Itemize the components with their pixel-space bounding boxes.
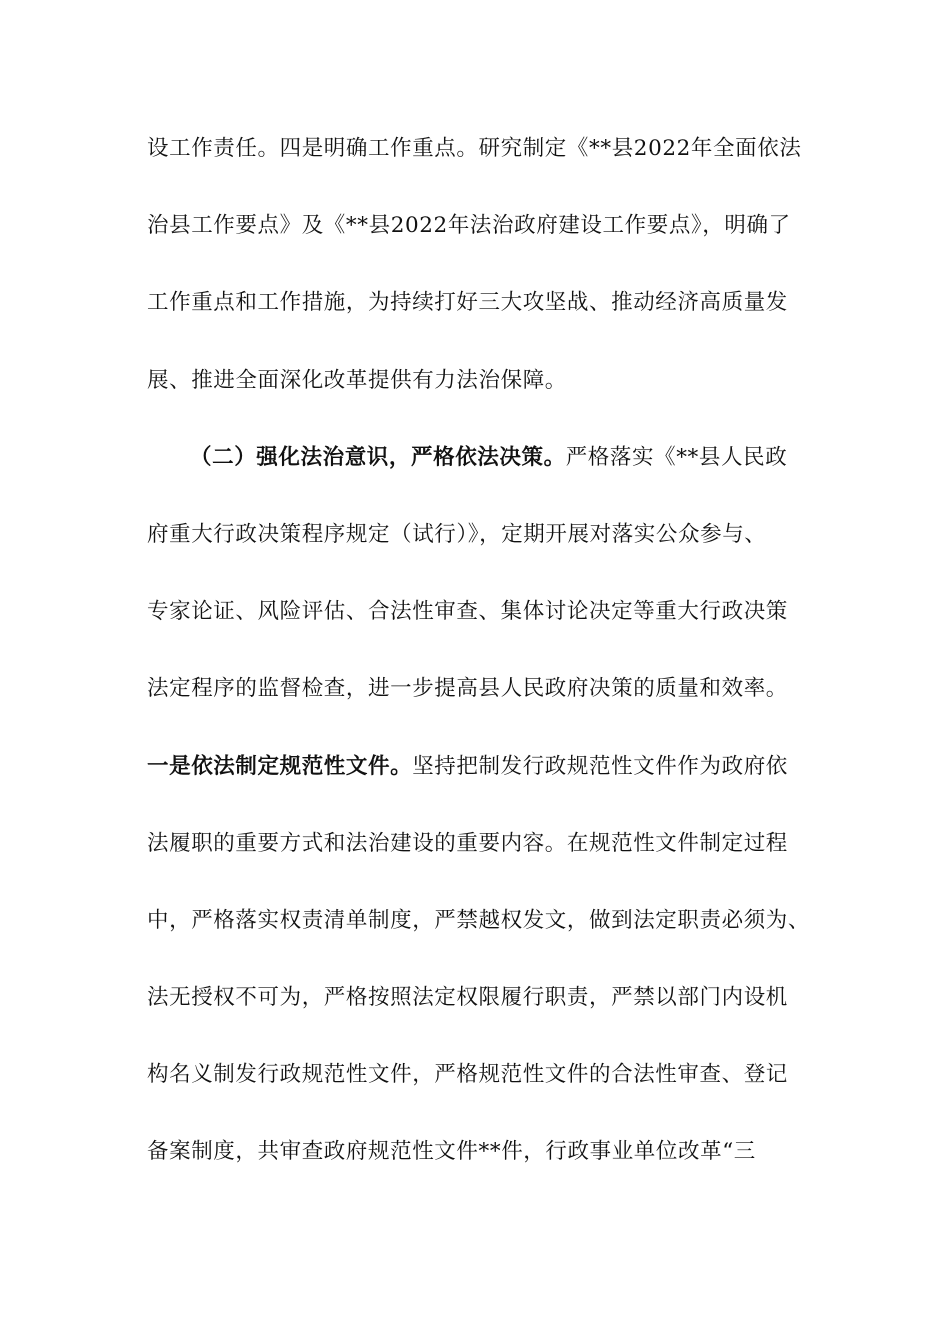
text-line-7: [147, 593, 807, 631]
text-line-10: [147, 825, 807, 863]
body-text: [147, 130, 811, 1211]
text-line-13: [147, 1056, 807, 1094]
subheading-line: [147, 748, 807, 786]
subheading: 一是依法制定规范性文件。: [147, 753, 413, 779]
line-text-run: 治县工作要点》及《**县2022年法治政府建设工作要点》，明确了: [147, 213, 791, 239]
text-line-12: [147, 979, 807, 1017]
line-text-run: 设工作责任。四是明确工作重点。研究制定《**县2022年全面依法: [147, 136, 802, 161]
text-line-14: [147, 1133, 807, 1171]
section-heading: （二）强化法治意识，严格依法决策。: [190, 444, 566, 470]
line-text-run: 工作重点和工作措施，为持续打好三大攻坚战、推动经济高质量发: [147, 290, 788, 316]
line-text-run: 构名义制发行政规范性文件，严格规范性文件的合法性审查、登记: [147, 1062, 788, 1088]
section-heading-line: [147, 439, 807, 477]
line-text-run: 展、推进全面深化改革提供有力法治保障。: [147, 367, 567, 393]
text-line-8: [147, 670, 807, 708]
text-line-3: [147, 284, 807, 322]
line-text-run: 严格落实《**县人民政: [565, 444, 788, 470]
line-text-run: 府重大行政决策程序规定（试行）》，定期开展对落实公众参与、: [147, 521, 767, 547]
line-text-run: 坚持把制发行政规范性文件作为政府依: [412, 753, 788, 779]
line-text-run: 法无授权不可为，严格按照法定权限履行职责，严禁以部门内设机: [147, 985, 788, 1011]
line-text-run: 备案制度，共审查政府规范性文件**件，行政事业单位改革“三: [147, 1139, 756, 1165]
text-line-1: [147, 130, 807, 168]
text-line-2: [147, 207, 807, 245]
line-text-run: 法定程序的监督检查，进一步提高县人民政府决策的质量和效率。: [147, 676, 788, 702]
text-line-4: [147, 362, 807, 400]
line-text-run: 中，严格落实权责清单制度，严禁越权发文，做到法定职责必须为、: [147, 907, 811, 933]
text-line-11: [147, 902, 811, 940]
text-line-6: [147, 516, 807, 554]
line-text-run: 专家论证、风险评估、合法性审查、集体讨论决定等重大行政决策: [147, 599, 788, 625]
line-text-run: 法履职的重要方式和法治建设的重要内容。在规范性文件制定过程: [147, 830, 788, 856]
